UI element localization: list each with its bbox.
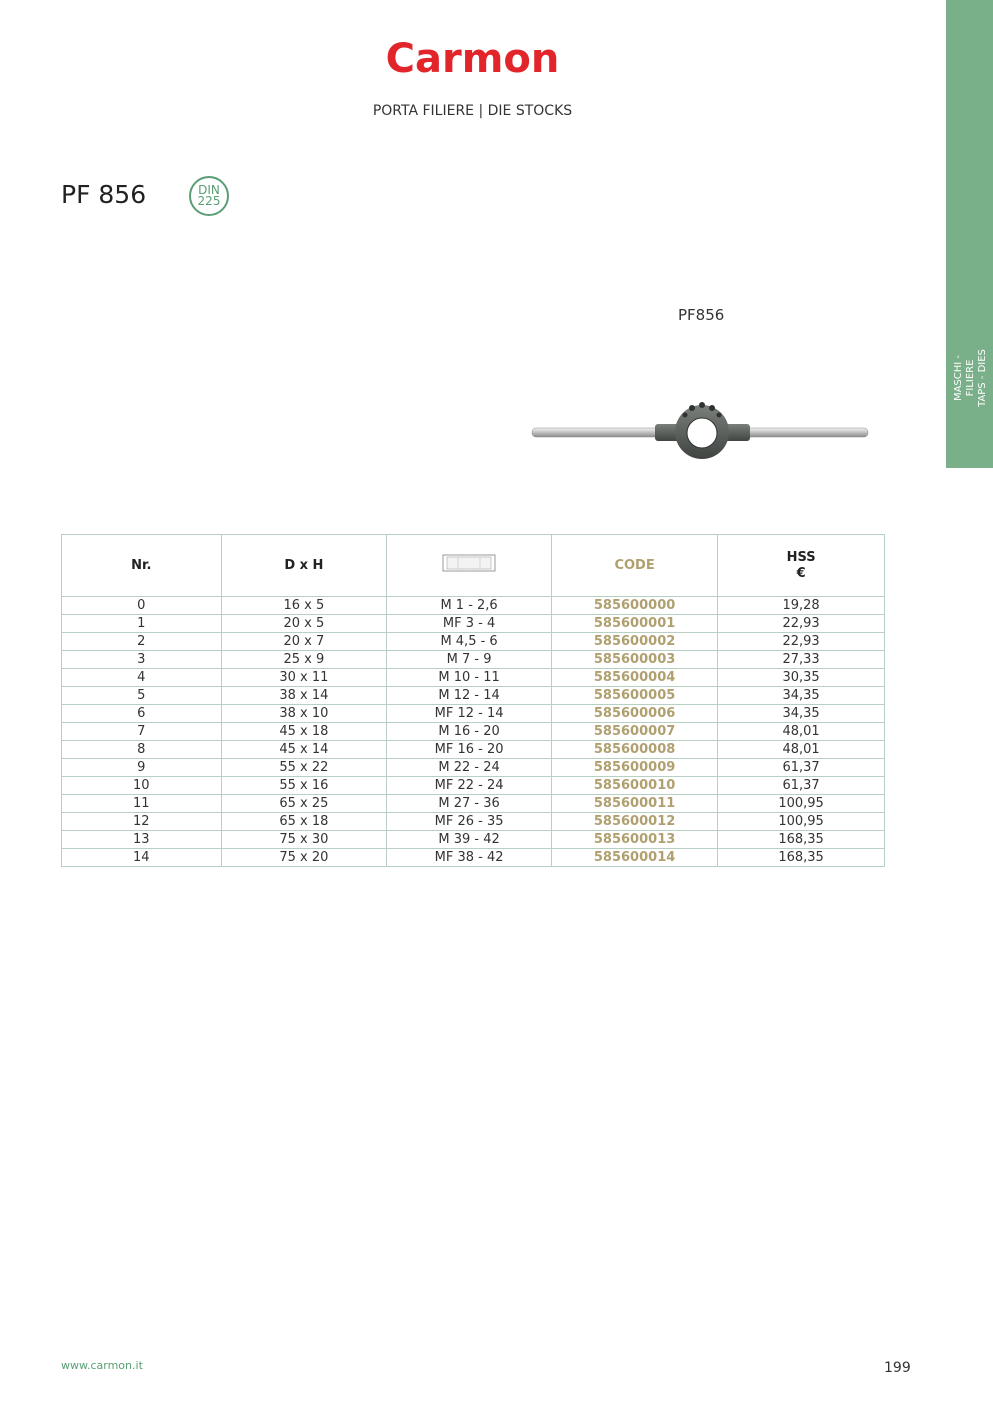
din-badge-line1: DIN [198, 183, 220, 197]
table-row [62, 813, 885, 831]
header-hss [718, 535, 885, 597]
die-profile-icon [442, 553, 496, 573]
cell-nr: 2 [62, 633, 222, 651]
cell-price: 100,95 [718, 795, 885, 813]
cell-price: 22,93 [718, 633, 885, 651]
cell-thread: M 4,5 - 6 [387, 633, 552, 651]
cell-price: 61,37 [718, 759, 885, 777]
cell-nr: 13 [62, 831, 222, 849]
table-row [62, 705, 885, 723]
cell-nr: 8 [62, 741, 222, 759]
table-row [62, 777, 885, 795]
cell-code: 585600005 [552, 687, 718, 705]
cell-price: 100,95 [718, 813, 885, 831]
cell-dxh: 45 x 18 [221, 723, 387, 741]
cell-price: 34,35 [718, 687, 885, 705]
cell-thread: M 7 - 9 [387, 651, 552, 669]
table-row [62, 723, 885, 741]
cell-dxh: 30 x 11 [221, 669, 387, 687]
table-row [62, 651, 885, 669]
cell-price: 168,35 [718, 849, 885, 867]
brand-logo: Carmon [385, 36, 560, 82]
header-nr: Nr. [62, 535, 222, 597]
table-row [62, 687, 885, 705]
cell-dxh: 38 x 14 [221, 687, 387, 705]
cell-code: 585600002 [552, 633, 718, 651]
table-row [62, 795, 885, 813]
cell-nr: 12 [62, 813, 222, 831]
cell-nr: 4 [62, 669, 222, 687]
cell-dxh: 75 x 20 [221, 849, 387, 867]
page-number: 199 [884, 1360, 911, 1376]
cell-dxh: 38 x 10 [221, 705, 387, 723]
din-badge-line2: 225 [197, 194, 221, 208]
side-category-tab [946, 0, 993, 468]
cell-nr: 14 [62, 849, 222, 867]
cell-code: 585600008 [552, 741, 718, 759]
cell-price: 22,93 [718, 615, 885, 633]
side-tab-line1: MASCHI - FILIERE [953, 354, 976, 402]
cell-nr: 5 [62, 687, 222, 705]
cell-nr: 7 [62, 723, 222, 741]
cell-thread: MF 3 - 4 [387, 615, 552, 633]
die-stock-image [530, 395, 870, 465]
din-standard-badge [189, 176, 229, 216]
footer-website-link[interactable]: www.carmon.it [61, 1359, 143, 1372]
table-row [62, 849, 885, 867]
cell-code: 585600014 [552, 849, 718, 867]
cell-dxh: 55 x 16 [221, 777, 387, 795]
cell-code: 585600000 [552, 597, 718, 615]
cell-nr: 10 [62, 777, 222, 795]
cell-thread: M 22 - 24 [387, 759, 552, 777]
side-tab-label [953, 338, 989, 418]
cell-code: 585600007 [552, 723, 718, 741]
cell-price: 19,28 [718, 597, 885, 615]
product-title: PF 856 [61, 180, 147, 209]
cell-nr: 1 [62, 615, 222, 633]
cell-dxh: 20 x 5 [221, 615, 387, 633]
table-row [62, 741, 885, 759]
cell-price: 27,33 [718, 651, 885, 669]
cell-code: 585600013 [552, 831, 718, 849]
cell-dxh: 20 x 7 [221, 633, 387, 651]
cell-code: 585600009 [552, 759, 718, 777]
table-header-row [62, 535, 885, 597]
header-dxh: D x H [221, 535, 387, 597]
cell-price: 34,35 [718, 705, 885, 723]
cell-thread: M 12 - 14 [387, 687, 552, 705]
section-subtitle: PORTA FILIERE | DIE STOCKS [372, 103, 573, 119]
table-row [62, 615, 885, 633]
cell-price: 30,35 [718, 669, 885, 687]
cell-thread: M 39 - 42 [387, 831, 552, 849]
side-tab-line2: TAPS - DIES [977, 349, 988, 407]
cell-nr: 0 [62, 597, 222, 615]
cell-thread: MF 38 - 42 [387, 849, 552, 867]
cell-price: 61,37 [718, 777, 885, 795]
cell-dxh: 25 x 9 [221, 651, 387, 669]
table-body [62, 597, 885, 867]
cell-thread: M 16 - 20 [387, 723, 552, 741]
cell-thread: MF 16 - 20 [387, 741, 552, 759]
cell-nr: 6 [62, 705, 222, 723]
cell-code: 585600012 [552, 813, 718, 831]
cell-price: 48,01 [718, 741, 885, 759]
cell-thread: MF 22 - 24 [387, 777, 552, 795]
cell-dxh: 16 x 5 [221, 597, 387, 615]
cell-nr: 3 [62, 651, 222, 669]
header-code: CODE [552, 535, 718, 597]
header-hss-line2: € [796, 565, 806, 581]
cell-dxh: 45 x 14 [221, 741, 387, 759]
cell-thread: MF 12 - 14 [387, 705, 552, 723]
cell-code: 585600003 [552, 651, 718, 669]
cell-code: 585600010 [552, 777, 718, 795]
cell-price: 48,01 [718, 723, 885, 741]
cell-dxh: 65 x 25 [221, 795, 387, 813]
cell-code: 585600004 [552, 669, 718, 687]
cell-thread: M 1 - 2,6 [387, 597, 552, 615]
cell-code: 585600001 [552, 615, 718, 633]
cell-dxh: 65 x 18 [221, 813, 387, 831]
cell-dxh: 55 x 22 [221, 759, 387, 777]
table-row [62, 597, 885, 615]
cell-nr: 11 [62, 795, 222, 813]
table-row [62, 831, 885, 849]
table-row [62, 633, 885, 651]
cell-code: 585600011 [552, 795, 718, 813]
cell-thread: M 27 - 36 [387, 795, 552, 813]
table-row [62, 759, 885, 777]
cell-thread: MF 26 - 35 [387, 813, 552, 831]
header-hss-line1: HSS [786, 549, 816, 565]
cell-thread: M 10 - 11 [387, 669, 552, 687]
header-die-profile [387, 535, 552, 597]
product-image-caption: PF856 [678, 306, 725, 324]
product-spec-table [61, 534, 885, 867]
cell-price: 168,35 [718, 831, 885, 849]
cell-nr: 9 [62, 759, 222, 777]
table-row [62, 669, 885, 687]
cell-dxh: 75 x 30 [221, 831, 387, 849]
cell-code: 585600006 [552, 705, 718, 723]
